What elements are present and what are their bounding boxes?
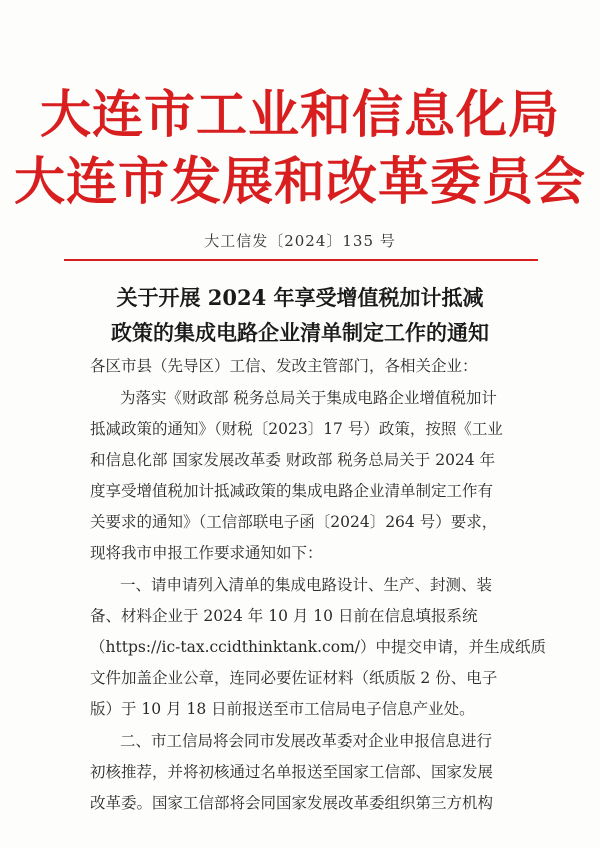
notice-title-line-2: 政策的集成电路企业清单制定工作的通知 <box>111 320 489 345</box>
body-line: 抵减政策的通知》（财税〔2023〕17 号）政策，按照《工业 <box>90 420 503 438</box>
body-line: 和信息化部 国家发展改革委 财政部 税务总局关于 2024 年 <box>90 451 496 469</box>
body-line: 改革委。国家工信部将会同国家发展改革委组织第三方机构 <box>90 794 494 812</box>
body-line: 版）于 10 月 18 日前报送至市工信局电子信息产业处。 <box>90 700 475 718</box>
body-line: （https://ic-tax.ccidthinktank.com/）中提交申请，并生成纸质 <box>90 638 546 656</box>
issuing-org-2: 大连市发展和改革委员会 <box>13 152 586 212</box>
body-line: 现将我市申报工作要求通知如下： <box>90 544 323 562</box>
body-line: 二、市工信局将会同市发展改革委对企业申报信息进行 <box>120 732 493 750</box>
notice-title-line-1: 关于开展 2024 年享受增值税加计抵减 <box>116 285 484 310</box>
body-line: 备、材料企业于 2024 年 10 月 10 日前在信息填报系统 <box>90 607 478 625</box>
body-line: 关要求的通知》（工信部联电子函〔2024〕264 号）要求， <box>90 513 498 531</box>
body-line: 文件加盖企业公章，连同必要佐证材料（纸质版 2 份、电子 <box>90 669 498 687</box>
red-divider-line <box>64 259 538 261</box>
body-line: 度享受增值税加计抵减政策的集成电路企业清单制定工作有 <box>90 482 494 500</box>
issuing-org-1: 大连市工业和信息化局 <box>39 85 560 145</box>
salutation-line: 各区市县（先导区）工信、发改主管部门，各相关企业： <box>90 357 478 375</box>
document-number: 大工信发〔2024〕135 号 <box>204 232 396 250</box>
body-line: 为落实《财政部 税务总局关于集成电路企业增值税加计 <box>120 389 497 407</box>
body-line: 初核推荐，并将初核通过名单报送至国家工信部、国家发展 <box>90 763 494 781</box>
body-line: 一、请申请列入清单的集成电路设计、生产、封测、装 <box>120 576 493 594</box>
